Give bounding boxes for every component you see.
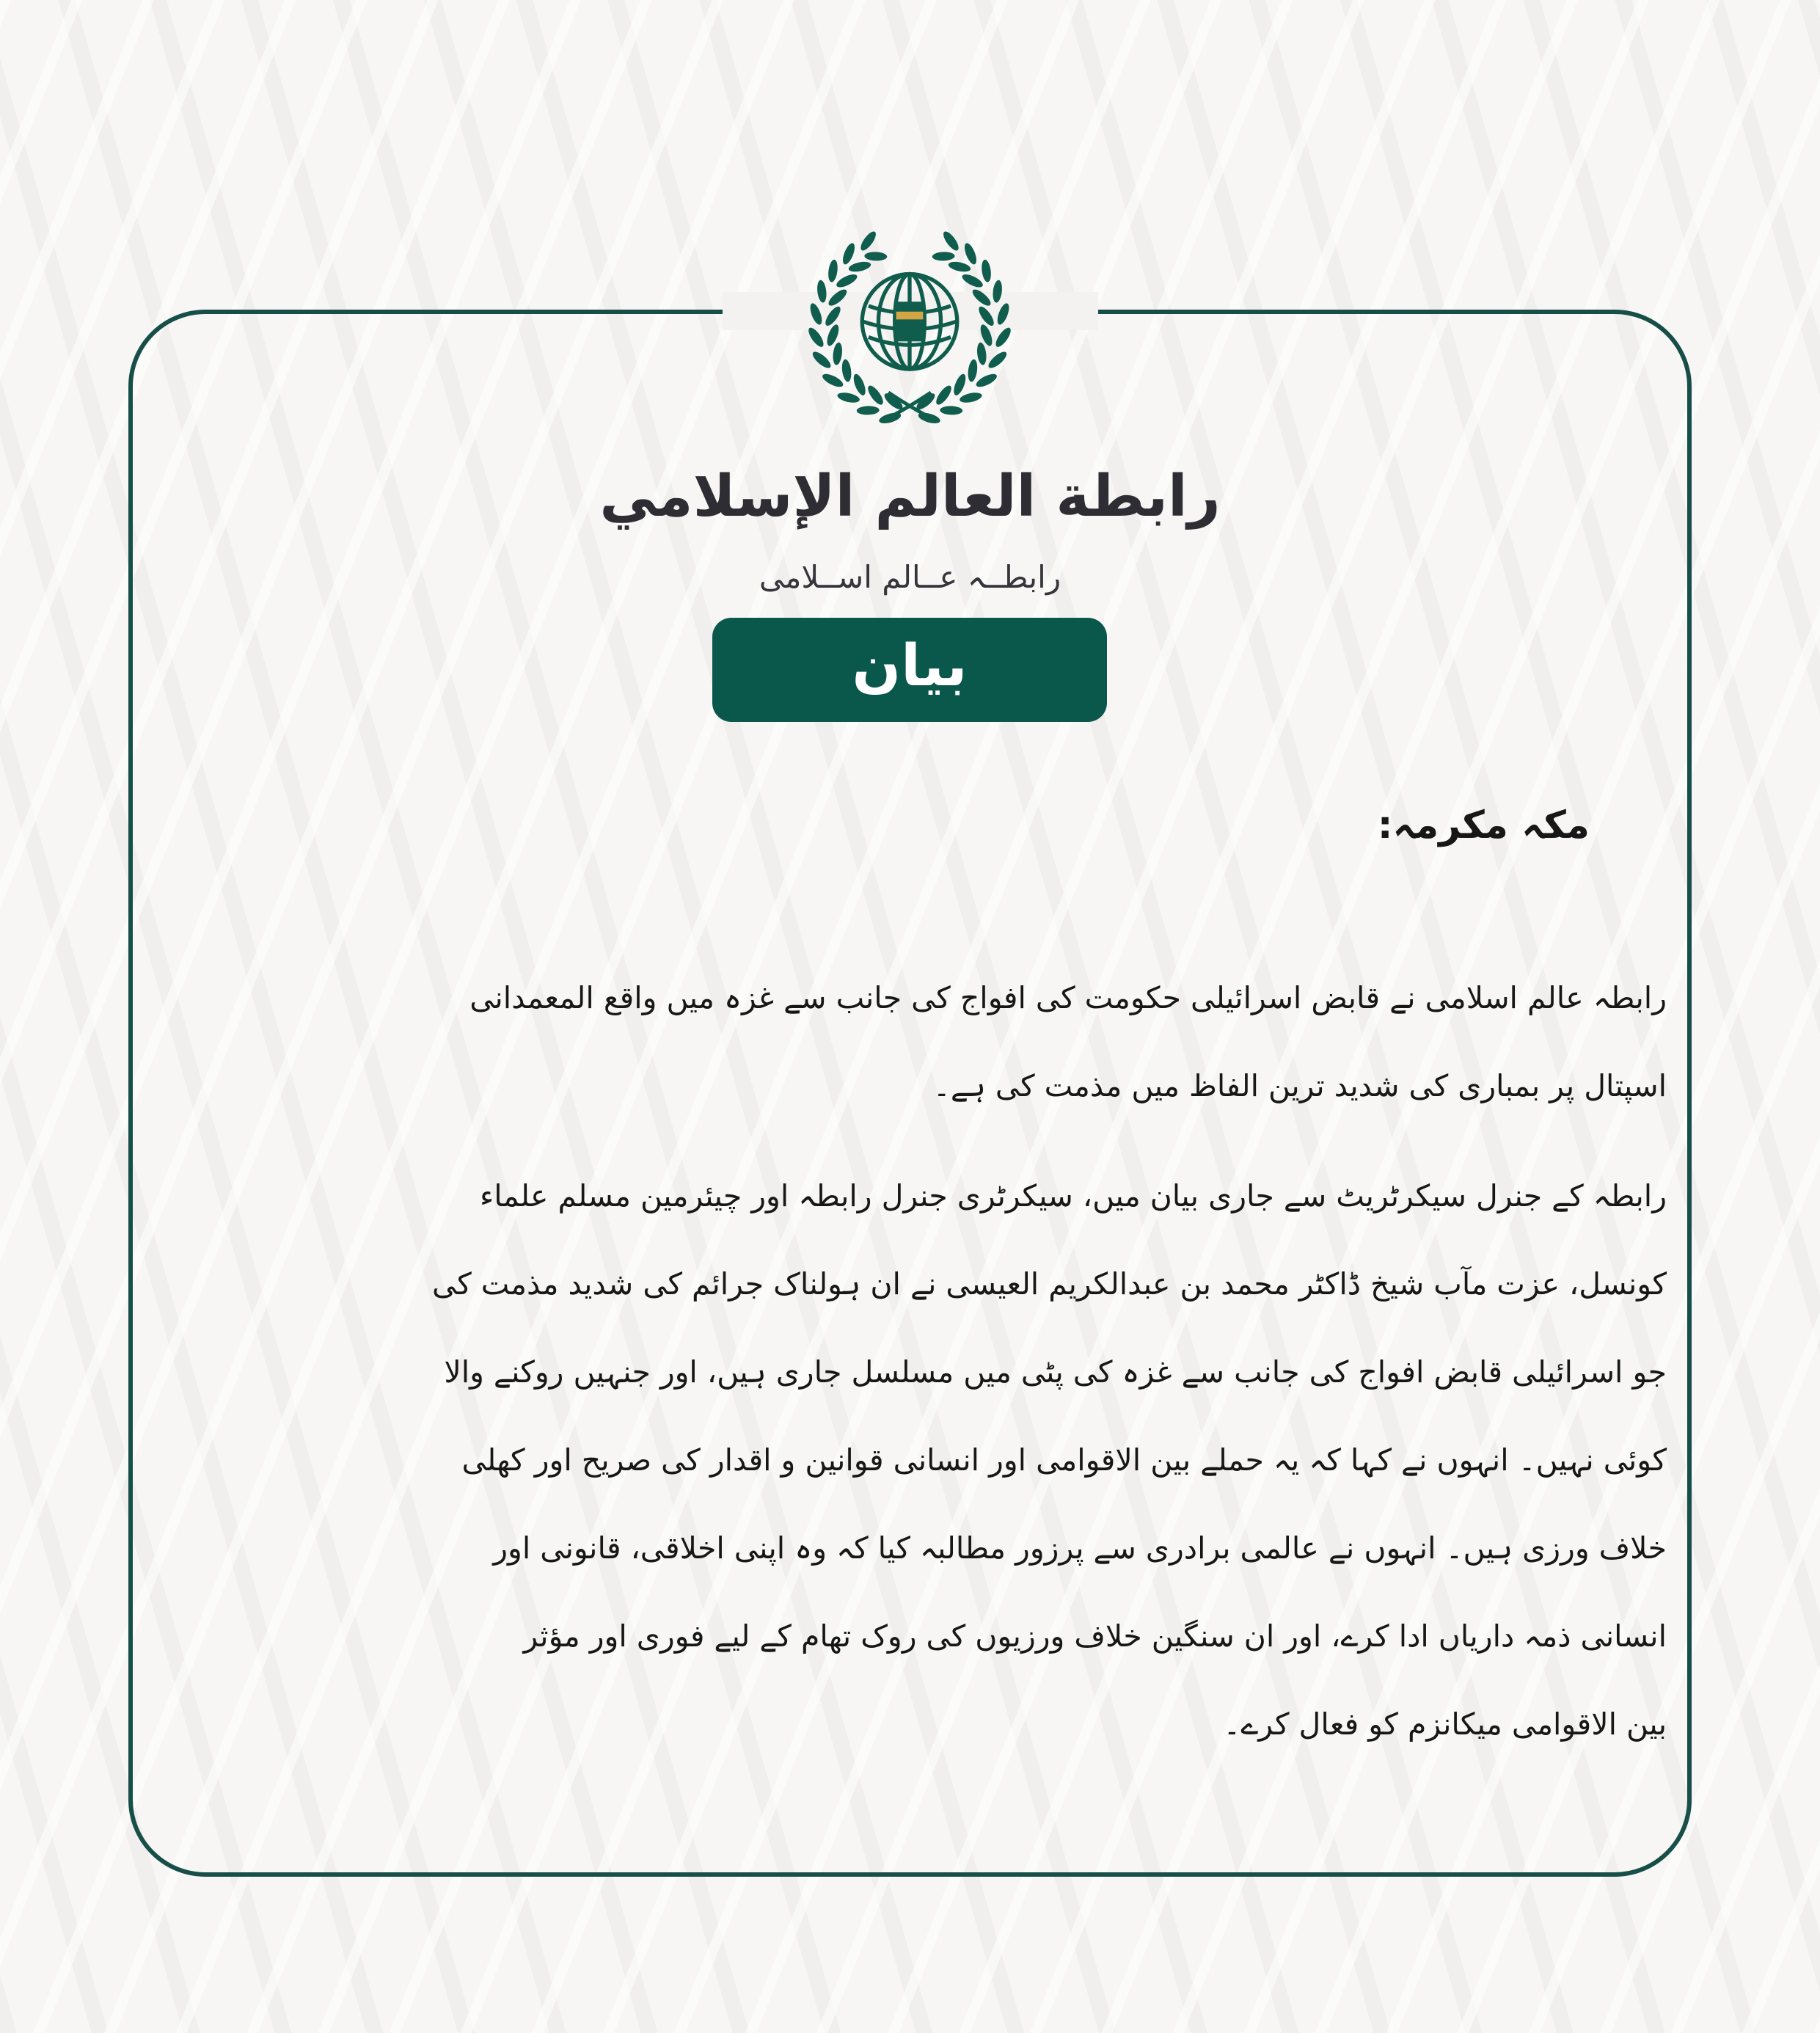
text-line: خلاف ورزی ہیں۔ انہوں نے عالمی برادری سے پرزور مطالبہ کیا کہ وہ اپنی اخلاقی، قانونی اور	[493, 1530, 1667, 1566]
dateline: مکہ مکرمہ:	[1377, 803, 1590, 847]
text-line: بین الاقوامی میکانزم کو فعال کرے۔	[1223, 1707, 1667, 1742]
text-line: کوئی نہیں۔ انہوں نے کہا کہ یہ حملے بین الاقوامی اور انسانی قوانین و اقدار کی صریح اور کھلی	[461, 1442, 1667, 1478]
statement-banner-label: بیان	[852, 633, 968, 699]
text-line: انسانی ذمہ داریاں ادا کرے، اور ان سنگین خلاف ورزیوں کی روک تھام کے لیے فوری اور مؤثر	[523, 1618, 1667, 1654]
paragraph	[220, 954, 1667, 1130]
text-line: رابطہ کے جنرل سیکرٹریٹ سے جاری بیان میں، سیکرٹری جنرل رابطہ اور چیئرمین مسلم علماء	[480, 1178, 1667, 1213]
arabic-wordmark: رابطة العالم الإسلامي	[599, 464, 1221, 530]
text-line: رابطہ عالم اسلامی نے قابض اسرائیلی حکومت کی افواج کی جانب سے غزہ میں واقع المعمدانی	[469, 980, 1667, 1015]
statement-body	[220, 792, 1667, 1790]
kaaba-icon	[894, 302, 926, 341]
urdu-wordmark: رابطــہ عــالم اســلامی	[759, 559, 1061, 595]
text-line: اسپتال پر بمباری کی شدید ترین الفاظ میں مذمت کی ہے۔	[932, 1068, 1667, 1103]
statement-banner	[712, 618, 1107, 722]
text-line: کونسل، عزت مآب شیخ ڈاکٹر محمد بن عبدالکریم العیسی نے ان ہولناک جرائم کی شدید مذمت کی	[432, 1266, 1667, 1302]
text-line: جو اسرائیلی قابض افواج کی جانب سے غزہ کی پٹی میں مسلسل جاری ہیں، اور جنہیں روکنے والا	[444, 1354, 1667, 1390]
paragraph	[220, 1152, 1667, 1768]
mwl-emblem	[803, 220, 1016, 434]
